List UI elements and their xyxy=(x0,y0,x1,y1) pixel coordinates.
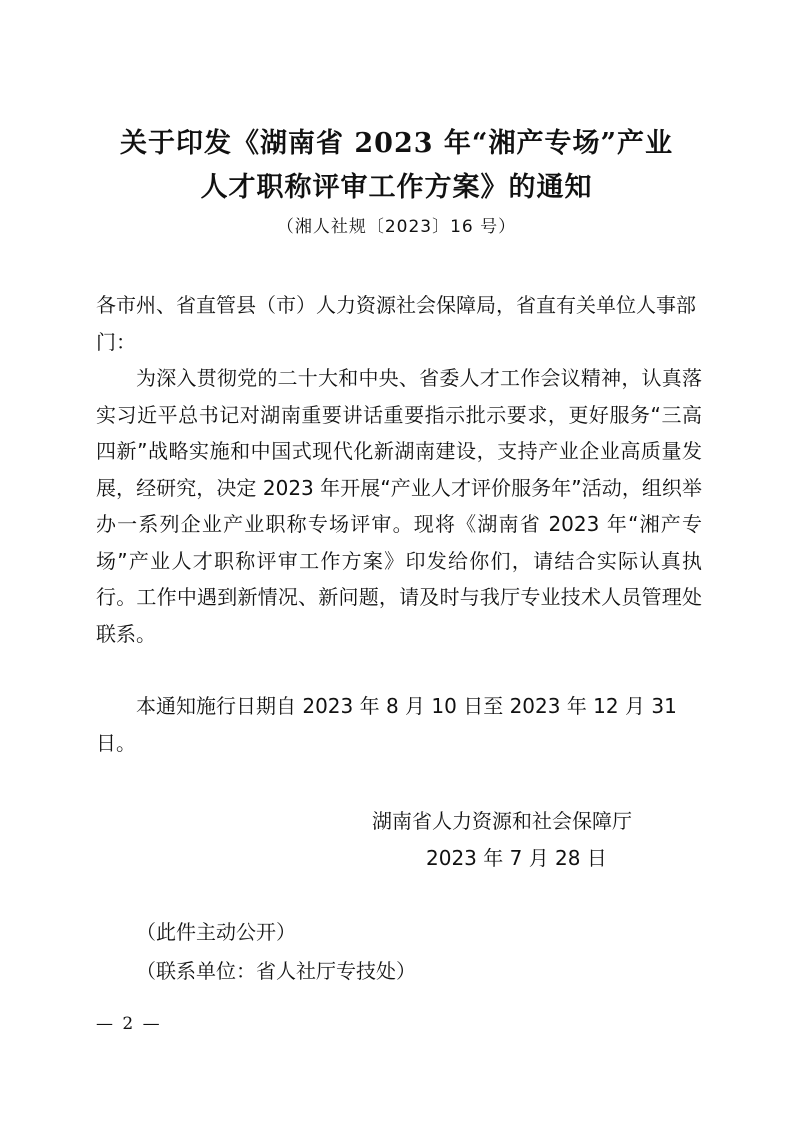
document-title-line-2: 人才职称评审工作方案》的通知 xyxy=(200,172,593,203)
document-title-line-1: 关于印发《湖南省 2023 年“湘产专场”产业 xyxy=(119,128,673,159)
issue-date: 2023 年 7 月 28 日 xyxy=(426,846,607,870)
document-number: （湘人社规〔2023〕16 号） xyxy=(276,217,517,237)
salutation: 各市州、省直管县（市）人力资源社会保障局，省直有关单位人事部门： xyxy=(96,293,696,354)
body-paragraph-2: 本通知施行日期自 2023 年 8 月 10 日至 2023 年 12 月 31 日。 xyxy=(96,694,677,755)
contact-note: （联系单位：省人社厅专技处） xyxy=(136,959,416,983)
page-number: — 2 — xyxy=(96,1014,162,1034)
disclosure-note: （此件主动公开） xyxy=(136,920,296,944)
body-paragraph-1: 为深入贯彻党的二十大和中央、省委人才工作会议精神，认真落实习近平总书记对湖南重要讲话重要指示批示要求，更好服务“三高四新”战略实施和中国式现代化新湖南建设，支持产业企业高质量发展，经研究，决定 2023 年开展“产业人才评价服务年”活动，组织举办一系列企业产业职称专场评审。现将《湖南省 2023 年“湘产专场”产业人才职称评审工作方案》印发给你们，请结合实际认真执行。工作中遇到新情况、新问题，请及时与我厅专业技术人员管理处联系。 xyxy=(96,366,702,646)
issuer-name: 湖南省人力资源和社会保障厅 xyxy=(372,809,632,833)
